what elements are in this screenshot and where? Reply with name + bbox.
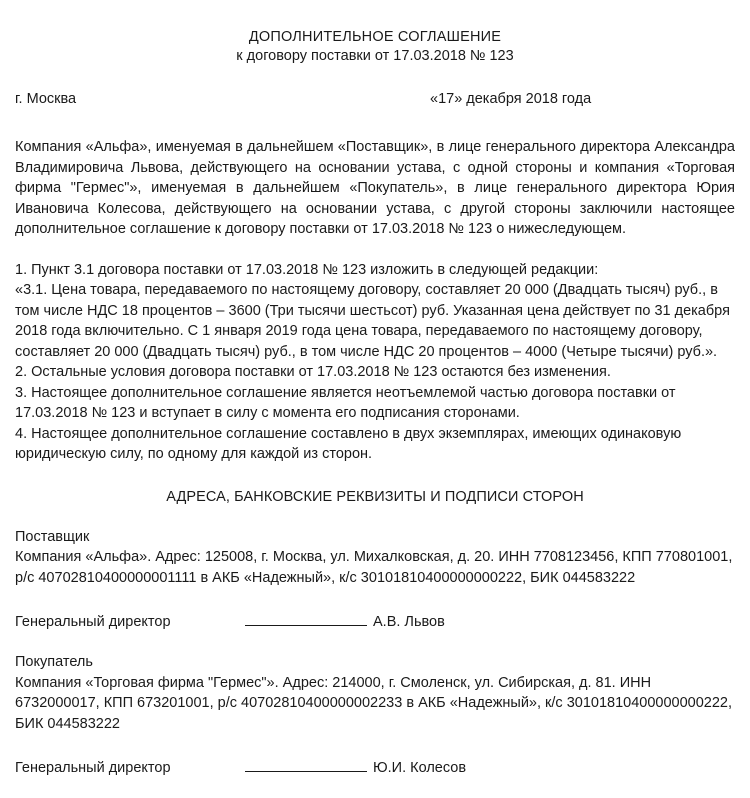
requisites-section-heading: АДРЕСА, БАНКОВСКИЕ РЕКВИЗИТЫ И ПОДПИСИ СТОРОН [166,488,584,505]
supplier-requisites: Компания «Альфа». Адрес: 125008, г. Москва, ул. Михалковская, д. 20. ИНН 7708123456, КПП 770801001, р/с 40702810400000001111 в АКБ «Надежный», к/с 30101810400000000222, БИК 044583222 [15,549,733,586]
clause-item: 3. Настоящее дополнительное соглашение является неотъемлемой частью договора поставки от 17.03.2018 № 123 и вступает в силу с момента его подписания сторонами. [15,384,676,421]
preamble-paragraph: Компания «Альфа», именуемая в дальнейшем «Поставщик», в лице генерального директора Александра Владимировича Львова, действующего на основании устава, с одной стороны и компания «Торговая фирма "Гермес"», именуемая в дальнейшем «Покупатель», в лице генерального директора Юрия Ивановича Колесова, действующего на основании устава, с другой стороны заключили настоящее дополнительное соглашение к договору поставки от 17.03.2018 № 123 о нижеследующем. [15,139,735,237]
buyer-requisites: Компания «Торговая фирма "Гермес"». Адрес: 214000, г. Смоленск, ул. Сибирская, д. 81. ИНН 6732000017, КПП 673201001, р/с 40702810400000002233 в АКБ «Надежный», к/с 30101810400000000222, БИК 044583222 [15,674,733,732]
document-subtitle: к договору поставки от 17.03.2018 № 123 [236,48,514,64]
supplier-signature-line [245,612,367,626]
document-title-block [15,28,735,66]
buyer-signature-row [15,758,735,778]
clauses-section [15,260,735,465]
clause-item: 2. Остальные условия договора поставки от 17.03.2018 № 123 остаются без изменения. [15,364,611,380]
supplier-signature-row [15,612,735,632]
clause-item: «3.1. Цена товара, передаваемого по настоящему договору, составляет 20 000 (Двадцать тысяч) руб., в том числе НДС 18 процентов – 3600 (Три тысячи шестьсот) руб. Указанная цена действует по 31 декабря 2018 года включительно. С 1 января 2019 года цена товара, передаваемого по настоящему договору, составляет 20 000 (Двадцать тысяч) руб., в том числе НДС 20 процентов – 4000 (Четыре тысячи) руб.». [15,282,730,360]
document-title: ДОПОЛНИТЕЛЬНОЕ СОГЛАШЕНИЕ [248,29,502,45]
buyer-signatory-title: Генеральный директор [15,760,171,776]
buyer-block [15,652,735,734]
buyer-signature-line [245,758,367,772]
supplier-signatory-title: Генеральный директор [15,614,171,630]
buyer-role-label: Покупатель [15,654,93,670]
document-place: г. Москва [15,91,77,107]
supplier-signatory-name: А.В. Львов [373,614,445,630]
supplier-role-label: Поставщик [15,528,90,545]
document-date: «17» декабря 2018 года [430,91,592,107]
clause-item: 1. Пункт 3.1 договора поставки от 17.03.2018 № 123 изложить в следующей редакции: [15,261,599,278]
buyer-signatory-name: Ю.И. Колесов [373,760,467,776]
place-date-row [15,90,735,109]
clause-item: 4. Настоящее дополнительное соглашение составлено в двух экземплярах, имеющих одинаковую юридическую силу, по одному для каждой из сторон. [15,425,682,462]
supplier-block [15,527,735,589]
